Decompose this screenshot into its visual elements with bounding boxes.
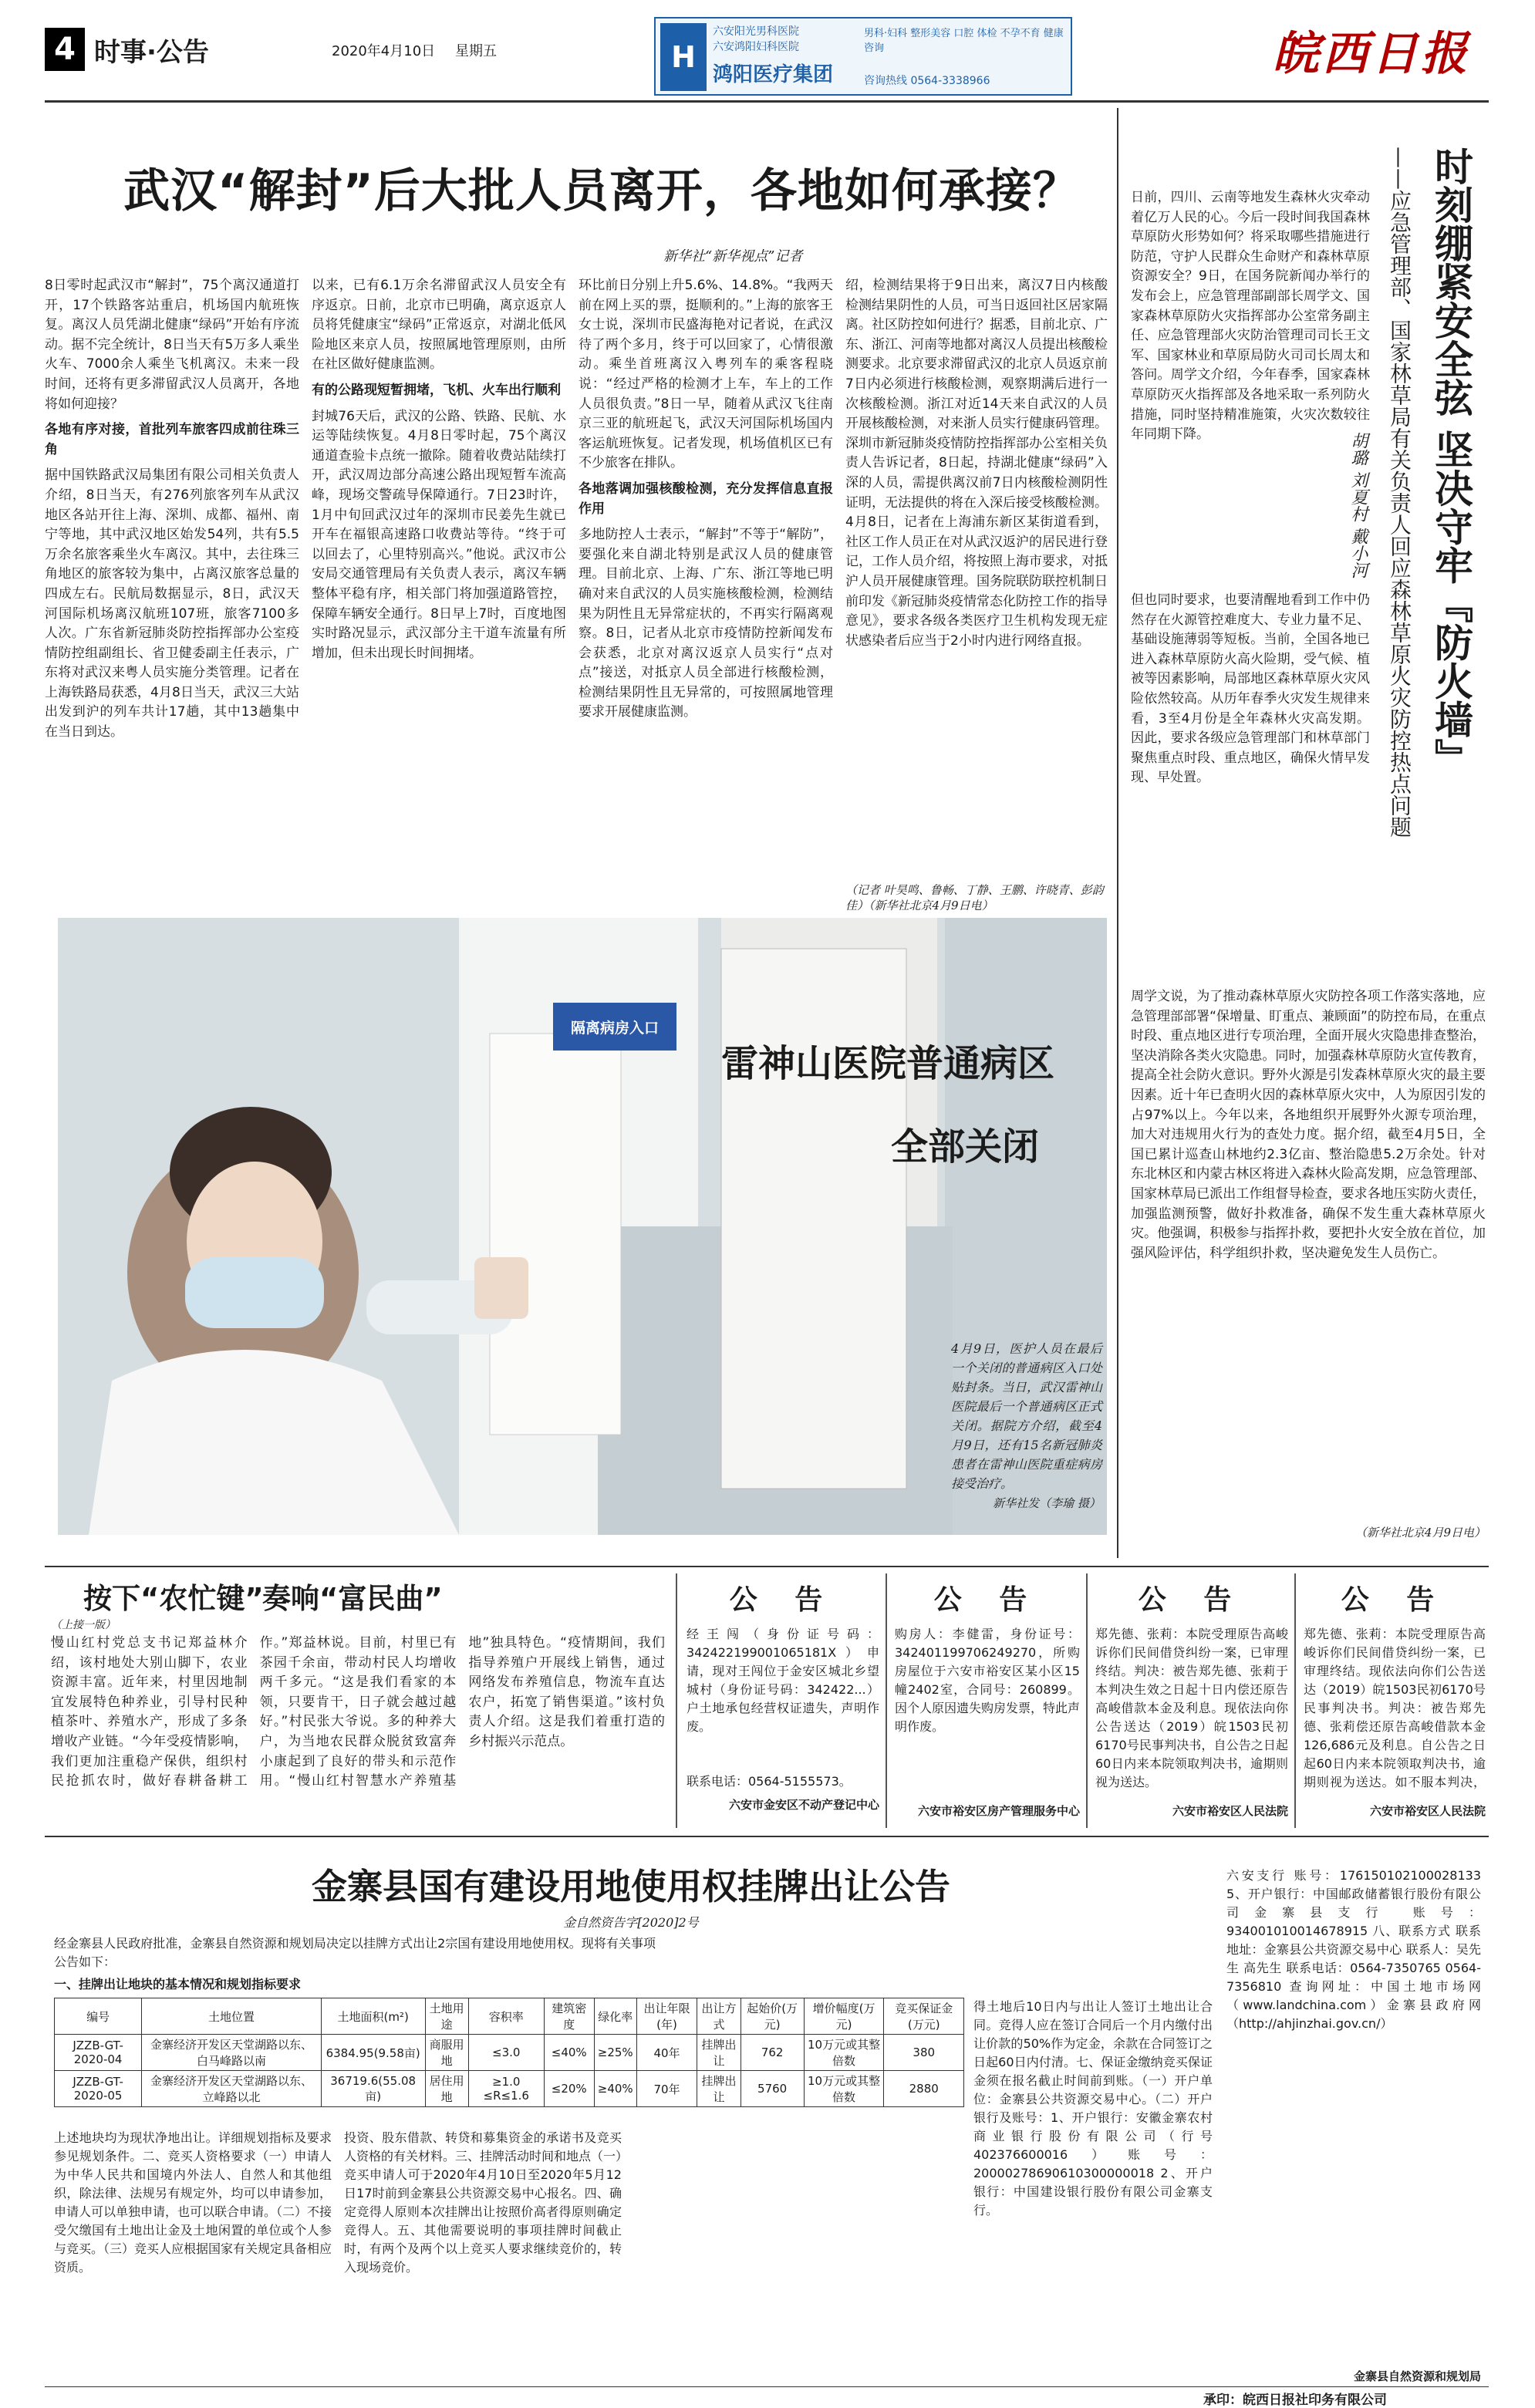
main-subhead-1: 各地有序对接，首批列车旅客四成前往珠三角 bbox=[45, 422, 299, 457]
notice-4 bbox=[1304, 1578, 1486, 1826]
ad-group-name: 鸿阳医疗集团 bbox=[713, 63, 834, 86]
th-far: 容积率 bbox=[468, 1998, 544, 2035]
notice-3 bbox=[1095, 1578, 1288, 1826]
table-cell: ≤40% bbox=[544, 2035, 594, 2071]
table-cell: 40年 bbox=[636, 2035, 697, 2071]
land-table-header bbox=[55, 1998, 964, 2035]
ad-hospital-1: 六安阳光男科医院 bbox=[713, 25, 799, 38]
side-text-bottom: 周学文说，为了推动森林草原火灾防控各项工作落实落地，应急管理部部署“保增量、盯重点、兼顾面”的防控布局，在重点时段、重点地区进行专项治理，全面开展火灾隐患排查整治，坚决消除各类火灾隐患。同时，加强森林草原防火宣传教育，提高全社会防火意识。野外火源是引发森林草原火灾的最主要因素。近十年已查明火因的森林草原火灾中，人为原因引发的占97%以上。今年以来，各地组织开展野外火源专项治理，加大对违规用火行为的查处力度。据介绍，截至4月5日，全国已累计巡查山林地约2.3亿亩、整治隐患5.2万余处。针对东北林区和内蒙古林区将进入森林火险高发期，应急管理部、国家林草局已派出工作组督导检查，要求各地压实防火责任，加强监测预警，做好扑救准备，确保不发生重大森林草原火灾。他强调，积极参与指挥扑救，要把扑火安全放在首位，加强风险评估，科学组织扑救，坚决避免发生人员伤亡。 bbox=[1131, 989, 1486, 1261]
side-credit: （新华社北京4月9日电） bbox=[1355, 1526, 1486, 1540]
table-row bbox=[55, 2071, 964, 2107]
land-notice-signer: 金寨县自然资源和规划局 bbox=[1353, 2369, 1481, 2383]
main-col-1-more: 据中国铁路武汉局集团有限公司相关负责人介绍，8日当天，有276列旅客列车从武汉地区各站开往上海、深圳、成都、福州、南宁等地，其中武汉地区始发54列，共有5.5万余名旅客乘坐火车离汉。其中，去往珠三角地区的旅客较为集中，占离汉旅客总量的四成左右。民航局数据显示，8日，武汉天河国际机场离汉航班107班，旅客7100多人次。广东省新冠肺炎防控指挥部办公室疫情防控组副组长、省卫健委副主任表示，广东将对武汉来粤人员实施分类管理。记者在上海铁路局获悉，4月8日当天，武汉三大站出发到沪的列车共计17趟，其中13趟集中在当日到达。 bbox=[45, 467, 299, 740]
notice-1 bbox=[687, 1578, 879, 1826]
main-subhead-3: 各地落调加强核酸检测，充分发挥信息直报作用 bbox=[579, 481, 833, 517]
notice-divider-2 bbox=[1086, 1573, 1088, 1828]
notice-2-signer: 六安市裕安区房产管理服务中心 bbox=[917, 1804, 1080, 1818]
table-cell: JZZB-GT-2020-05 bbox=[55, 2071, 142, 2107]
table-cell: 70年 bbox=[636, 2071, 697, 2107]
th-area: 土地面积(m²) bbox=[321, 1998, 425, 2035]
notice-divider-3 bbox=[1294, 1573, 1296, 1828]
newspaper-logo: 皖西日报 bbox=[1273, 27, 1470, 81]
land-notice-col-4: 六安支行 账号：176150102100028133 5、开户银行：中国邮政储蓄银行股份有限公司金寨县支行 账号：934001010014678915 八、联系方式 联系地址：金寨县公共资源交易中心 联系人：吴先生 高先生 联系电话：0564-7350765 0564-7356810 查询网址：中国土地市场网（www.landchina.com）金寨县政府网（http://ahjinzhai.gov.cn/） bbox=[1226, 1868, 1481, 2031]
table-cell: 380 bbox=[884, 2035, 964, 2071]
main-col-4 bbox=[845, 276, 1108, 878]
photo-credit: 新华社发（李瑜 摄） bbox=[993, 1496, 1101, 1510]
notice-1-body: 经王闯（身份证号码：342422199001065181X）申请，现对王闯位于金安区城北乡望城村（身份证号码：342422...）户土地承包经营权证遗失，声明作废。 bbox=[687, 1627, 879, 1734]
main-col-1-text: 8日零时起武汉市“解封”，75个离汉通道打开，17个铁路客站重启，机场国内航班恢复。离汉人员凭湖北健康“绿码”开始有序流动。据不完全统计，8日当天有5万多人乘坐火车、7000余人乘坐飞机离汉。未来一段时间，还将有更多滞留武汉人员离开，各地将如何迎接？ bbox=[45, 278, 299, 412]
column-divider bbox=[1117, 108, 1118, 1558]
mid-continued: （上接一版） bbox=[51, 1619, 116, 1631]
land-notice-intro: 经金寨县人民政府批准，金寨县自然资源和规划局决定以挂牌方式出让2宗国有建设用地使用权。现将有关事项公告如下： bbox=[54, 1936, 656, 1969]
main-col-2-text: 以来，已有6.1万余名滞留武汉人员安全有序返京。日前，北京市已明确，离京返京人员将凭健康宝“绿码”正常返京，对湖北低风险地区来京人员，按照属地管理原则，由所在社区做好健康监测。 bbox=[312, 278, 566, 373]
section-title: 时事·公告 bbox=[94, 37, 209, 68]
mid-rule bbox=[45, 1566, 1489, 1567]
side-text-top: 日前，四川、云南等地发生森林火灾牵动着亿万人民的心。今后一段时间我国森林草原防火形势如何？将采取哪些措施进行防范，守护人民群众生命财产和森林草原资源安全？9日，在国务院新闻办举行的发布会上，应急管理部副部长周学文、国家森林草原防火灾指挥部办公室常务副主任、应急管理部火灾防治管理司司长王文军、国家林业和草原局防火司司长周太和答问。周学文介绍，今年春季，国家森林草原防灭火指挥部及各地采取一系列防火措施，同时坚持精准施策，火灾次数较往年同期下降。 bbox=[1131, 190, 1370, 443]
main-col-2 bbox=[312, 276, 566, 915]
main-subhead-2: 有的公路现短暂拥堵，飞机、火车出行顺利 bbox=[312, 382, 561, 398]
side-subheadline: ——应急管理部、国家林草局有关负责人回应森林草原火灾防控热点问题 bbox=[1387, 147, 1412, 838]
th-density: 建筑密度 bbox=[544, 1998, 594, 2035]
main-col-3-text: 环比前日分别上升5.6%、14.8%。“我两天前在网上买的票，挺顺利的。”上海的旅客王女士说，深圳市民盛海艳对记者说，在武汉待了两个多月，终于可以回家了，心情很激动。乘坐首班离汉入粤列车的乘客程晓说：“经过严格的检测才上车，车上的工作人员很负责。”8日一早，随着从武汉飞往南京三亚的航班起飞，武汉天河国际机场国内客运航班恢复。记者发现，机场值机区已有不少旅客在排队。 bbox=[579, 278, 833, 471]
land-table bbox=[54, 1998, 964, 2107]
main-col-2-more: 封城76天后，武汉的公路、铁路、民航、水运等陆续恢复。4月8日零时起，75个离汉通道查验卡点统一撤除。随着收费站陆续打开，武汉周边部分高速公路出现短暂车流高峰，现场交警疏导保障通行。7日23时许，1月中旬回武汉过年的深圳市民姜先生就已开车在福银高速路口收费站等待。“终于可以回去了，心里特别高兴。”他说。武汉市公安局交通管理局有关负责人表示，离汉车辆整体平稳有序，相关部门将加强道路管控，保障车辆安全通行。8日早上7时，百度地图实时路况显示，武汉部分主干道车流量有所增加，但未出现长时间拥堵。 bbox=[312, 408, 566, 661]
th-increment: 增价幅度(万元) bbox=[804, 1998, 884, 2035]
table-cell: 6384.95(9.58亩) bbox=[321, 2035, 425, 2071]
main-credit: （记者 叶昊鸣、鲁畅、丁静、王鹏、许晓青、彭韵佳）（新华社北京4月9日电） bbox=[845, 883, 1104, 912]
table-cell: 金寨经济开发区天堂湖路以东、立峰路以北 bbox=[142, 2071, 322, 2107]
hospital-logo-icon: H bbox=[660, 23, 707, 91]
ad-contact: 咨询热线 0564-3338966 bbox=[864, 75, 990, 87]
land-notice-title: 金寨县国有建设用地使用权挂牌出让公告 bbox=[312, 1866, 950, 1907]
table-cell: 2880 bbox=[884, 2071, 964, 2107]
notice-divider-1 bbox=[886, 1573, 887, 1828]
notice-divider-0 bbox=[676, 1573, 677, 1828]
land-notice-sec1: 一、挂牌出让地块的基本情况和规划指标要求 bbox=[54, 1977, 302, 1991]
notice-3-signer: 六安市裕安区人民法院 bbox=[1172, 1804, 1288, 1818]
table-cell: 10万元或其整倍数 bbox=[804, 2071, 884, 2107]
th-use: 土地用途 bbox=[425, 1998, 468, 2035]
issue-weekday: 星期五 bbox=[455, 43, 497, 59]
notice-1-signer: 六安市金安区不动产登记中心 bbox=[728, 1797, 879, 1812]
photo-title-2: 全部关闭 bbox=[891, 1125, 1040, 1169]
table-cell: 10万元或其整倍数 bbox=[804, 2035, 884, 2071]
notice-1-title: 公 告 bbox=[729, 1584, 837, 1616]
table-cell: JZZB-GT-2020-04 bbox=[55, 2035, 142, 2071]
notice-4-body: 郑先德、张莉：本院受理原告高峻诉你们民间借贷纠纷一案，已审理终结。现依法向你们公告送达（2019）皖1503民初6170号民事判决书。判决：被告郑先德、张莉偿还原告高峻借款本金126,686元及利息。自公告之日起60日内来本院领取判决书，逾期则视为送达。如不服本判决， bbox=[1304, 1627, 1486, 1789]
th-term: 出让年限(年) bbox=[636, 1998, 697, 2035]
masthead-rule bbox=[45, 100, 1489, 103]
th-green: 绿化率 bbox=[594, 1998, 636, 2035]
notice-4-signer: 六安市裕安区人民法院 bbox=[1369, 1804, 1486, 1818]
notice-3-body: 郑先德、张莉：本院受理原告高峻诉你们民间借贷纠纷一案，已审理终结。判决：被告郑先德、张莉于本判决生效之日起十日内偿还原告高峻借款本金及利息。现依法向你公告送达（2019）皖1503民初6170号民事判决书，自公告之日起60日内来本院领取判决书，逾期则视为送达。 bbox=[1095, 1627, 1288, 1789]
photo bbox=[58, 918, 1107, 1535]
table-cell: ≥40% bbox=[594, 2071, 636, 2107]
land-notice-col-1: 上述地块均为现状净地出让。详细规划指标及要求参见规划条件。二、竞买人资格要求（一）申请人为中华人民共和国境内外法人、自然人和其他组织，除法律、法规另有规定外，均可以申请参加，申请人可以单独申请，也可以联合申请。（二）不接受欠缴国有土地出让金及土地闲置的单位或个人参与竞买。（三）竞买人应根据国家有关规定具备相应资质。 bbox=[54, 2130, 332, 2275]
table-cell: 挂牌出让 bbox=[697, 2071, 741, 2107]
notice-3-title: 公 告 bbox=[1138, 1584, 1246, 1616]
photo-title-1: 雷神山医院普通病区 bbox=[721, 1042, 1055, 1085]
land-notice-doc-no: 金自然资告字[2020]2号 bbox=[563, 1915, 699, 1930]
table-cell: 商服用地 bbox=[425, 2035, 468, 2071]
main-col-1 bbox=[45, 276, 299, 915]
side-headline: 时刻绷紧安全弦 坚决守牢『防火墙』 bbox=[1429, 147, 1473, 777]
table-cell: 挂牌出让 bbox=[697, 2035, 741, 2071]
main-col-4-text: 绍，检测结果将于9日出来，离汉7日内核酸检测结果阴性的人员，可当日返回社区居家隔离。社区防控如何进行？据悉，目前北京、广东、浙江、河南等地都对离汉人员提出核酸检测要求。北京要求滞留武汉的北京人员返京前7日内必须进行核酸检测，观察期满后进行一次核酸检测。浙江对近14天来自武汉的人员开展核酸检测，对来浙人员实行健康码管理。深圳市新冠肺炎疫情防控指挥部办公室相关负责人告诉记者，8日起，持湖北健康“绿码”入深的人员，需提供离汉前7日内核酸检测阴性证明，无法提供的将在入深后接受核酸检测。4月8日，记者在上海浦东新区某街道看到，社区工作人员正在对从武汉返沪的居民进行登记，工作人员介绍，将按照上海市要求，对抵沪人员开展健康管理。国务院联防联控机制日前印发《新冠肺炎疫情常态化防控工作的指导意见》，要求各级各类医疗卫生机构发现无症状感染者后应当于2小时内进行网络直报。 bbox=[845, 278, 1108, 649]
notice-2 bbox=[895, 1578, 1080, 1826]
table-cell: ≥1.0 ≤R≤1.6 bbox=[468, 2071, 544, 2107]
side-text-left: 但也同时要求，也要清醒地看到工作中仍然存在火源管控难度大、专业力量不足、基础设施薄弱等短板。当前，全国各地已进入森林草原防火高火险期，受气候、植被等因素影响，局部地区森林草原火灾风险依然较高。从历年春季火灾发生规律来看，3至4月份是全年森林火灾高发期。因此，要求各级应急管理部门和林草部门聚焦重点时段、重点地区，确保火情早发现、早处置。 bbox=[1131, 592, 1370, 786]
land-notice-rule bbox=[45, 1836, 1489, 1837]
land-table-wrap bbox=[54, 1998, 964, 2107]
table-cell: 36719.6(55.08亩) bbox=[321, 2071, 425, 2107]
th-start-price: 起始价(万元) bbox=[741, 1998, 804, 2035]
side-byline: 胡璐 刘夏村 戴小河 bbox=[1348, 432, 1368, 578]
th-no: 编号 bbox=[55, 1998, 142, 2035]
th-method: 出让方式 bbox=[697, 1998, 741, 2035]
notice-1-contact: 联系电话：0564-5155573。 bbox=[687, 1774, 852, 1789]
footer-rule bbox=[45, 2386, 1489, 2387]
hospital-ad bbox=[654, 17, 1072, 96]
ad-hospital-2: 六安鸿阳妇科医院 bbox=[713, 41, 799, 53]
th-deposit: 竞买保证金(万元) bbox=[884, 1998, 964, 2035]
table-cell: ≤20% bbox=[544, 2071, 594, 2107]
table-cell: 金寨经济开发区天堂湖路以东、白马峰路以南 bbox=[142, 2035, 322, 2071]
mid-text: 慢山红村党总支书记郑益林介绍，该村地处大别山脚下，农业资源丰富。近年来，村里因地制宜发展特色种养业，引导村民种植茶叶、养殖水产，形成了多条增收产业链。“今年受疫情影响，我们更加注重稳产保供，组织村民抢抓农时，做好春耕备耕工作。”郑益林说。目前，村里已有茶园千余亩，带动村民人均增收两千多元。“这是我们看家的本领，只要肯干，日子就会越过越好。”村民张大爷说。多的种养大户，为当地农民群众脱贫致富奔小康起到了良好的带头和示范作用。“慢山红村智慧水产养殖基地”独具特色。“疫情期间，我们指导养殖户开展线上销售，通过网络发布养殖信息，物流车直达农户，拓宽了销售渠道。”该村负责人介绍。这是我们着重打造的乡村振兴示范点。 bbox=[51, 1635, 665, 1789]
footer-printer: 承印：皖西日报社印务有限公司 bbox=[1203, 2393, 1387, 2408]
main-col-3 bbox=[579, 276, 833, 915]
table-cell: 5760 bbox=[741, 2071, 804, 2107]
land-notice-col-2: 投资、股东借款、转贷和募集资金的承诺书及竞买人资格的有关材料。三、挂牌活动时间和地点（一）竞买申请人可于2020年4月10日至2020年5月12日17时前到金寨县公共资源交易中心报名。四、确定竞得人原则本次挂牌出让按照价高者得原则确定竞得人。五、其他需要说明的事项挂牌时间截止时，有两个及两个以上竞买人要求继续竞价的，转入现场竞价。 bbox=[344, 2130, 622, 2275]
ward-entrance-sign: 隔离病房入口 bbox=[553, 1003, 676, 1051]
issue-date: 2020年4月10日 bbox=[332, 43, 436, 59]
table-cell: ≤3.0 bbox=[468, 2035, 544, 2071]
land-notice-col-3: 得土地后10日内与出让人签订土地出让合同。竞得人应在签订合同后一个月内缴付出让价款的50%作为定金，余款在合同签订之日起60日内付清。七、保证金缴纳竞买保证金须在报名截止时间前到账。（一）开户单位：金寨县公共资源交易中心。（二）开户银行及账号：1、开户银行：安徽金寨农村商业银行股份有限公司（行号402376600016）账号：20000278690610300000018 2、开户银行：中国建设银行股份有限公司金寨支行。 bbox=[973, 1999, 1213, 2217]
notice-2-body: 购房人：李健雷，身份证号：342401199706249270，所购房屋位于六安市裕安区某小区15幢2402室，合同号：260899。因个人原因遗失购房发票，特此声明作废。 bbox=[895, 1627, 1080, 1734]
th-location: 土地位置 bbox=[142, 1998, 322, 2035]
table-cell: 762 bbox=[741, 2035, 804, 2071]
ad-services: 男科·妇科 整形美容 口腔 体检 不孕不育 健康咨询 bbox=[864, 28, 1064, 54]
notice-4-title: 公 告 bbox=[1341, 1584, 1449, 1616]
mid-headline-a: 按下“农忙键” bbox=[83, 1582, 264, 1615]
mid-headline-b: 奏响“富民曲” bbox=[262, 1582, 443, 1615]
main-byline: 新华社“新华视点”记者 bbox=[663, 248, 803, 265]
main-headline: 武汉“解封”后大批人员离开，各地如何承接？ bbox=[123, 164, 1080, 218]
main-col-3-more: 多地防控人士表示，“解封”不等于“解防”，要强化来自湖北特别是武汉人员的健康管理。目前北京、上海、广东、浙江等地已明确对来自武汉的人员实施核酸检测，检测结果为阴性且无异常症状的，不再实行隔离观察。8日，记者从北京市疫情防控新闻发布会获悉，北京对离汉返京人员实行“点对点”接送，对抵京人员全部进行核酸检测，检测结果阴性且无异常的，可按照属地管理要求开展健康监测。 bbox=[579, 527, 833, 720]
photo-caption: 4月9日，医护人员在最后一个关闭的普通病区入口处贴封条。当日，武汉雷神山医院最后一个普通病区正式关闭。据院方介绍，截至4月9日，还有15名新冠肺炎患者在雷神山医院重症病房接受治疗。 bbox=[951, 1341, 1102, 1491]
table-row bbox=[55, 2035, 964, 2071]
table-cell: ≥25% bbox=[594, 2035, 636, 2071]
notice-2-title: 公 告 bbox=[933, 1584, 1041, 1616]
page-number: 4 bbox=[45, 28, 85, 71]
table-cell: 居住用地 bbox=[425, 2071, 468, 2107]
